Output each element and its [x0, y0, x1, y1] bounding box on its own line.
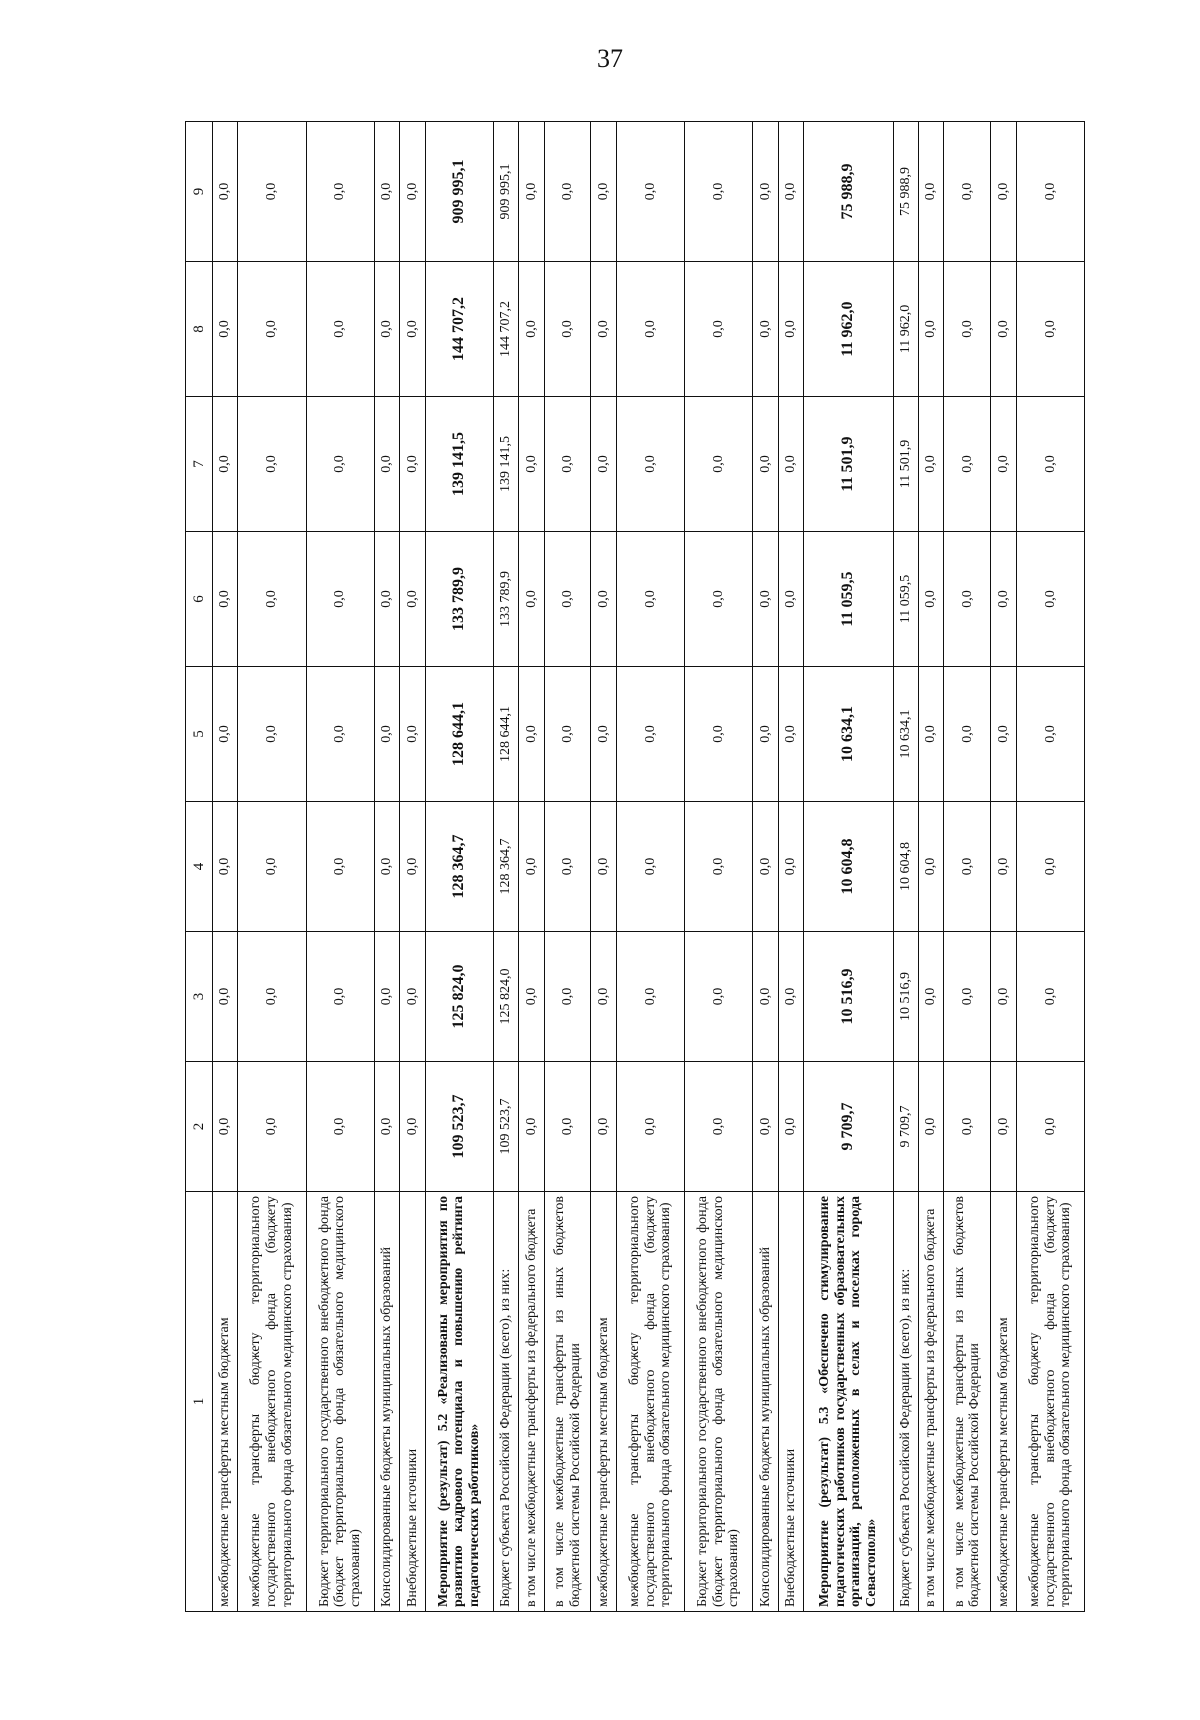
row-label: межбюджетные трансферты бюджету территориального государственного внебюджетного фонда (бюджету территориального фонда обязательного медицинского страхования)	[238, 1192, 306, 1612]
column-number-3: 3	[186, 932, 213, 1062]
row-label: межбюджетные трансферты местным бюджетам	[212, 1192, 237, 1612]
value-cell: 0,0	[519, 262, 544, 397]
value-cell: 133 789,9	[493, 532, 518, 667]
table-body	[186, 122, 1085, 1612]
value-cell: 0,0	[1016, 932, 1084, 1062]
value-cell: 0,0	[238, 122, 306, 262]
value-cell: 909 995,1	[425, 122, 493, 262]
value-cell: 0,0	[400, 122, 425, 262]
value-cell: 0,0	[753, 802, 778, 932]
value-cell: 0,0	[591, 667, 616, 802]
value-cell: 0,0	[306, 932, 374, 1062]
page-number: 37	[597, 44, 623, 73]
value-cell: 0,0	[519, 397, 544, 532]
column-number-2: 2	[186, 1062, 213, 1192]
value-cell: 0,0	[519, 122, 544, 262]
value-cell: 0,0	[778, 932, 803, 1062]
value-cell: 0,0	[944, 532, 991, 667]
value-cell: 0,0	[212, 1062, 237, 1192]
value-cell: 0,0	[1016, 397, 1084, 532]
column-number-5: 5	[186, 667, 213, 802]
value-cell: 0,0	[544, 932, 591, 1062]
value-cell: 0,0	[400, 1062, 425, 1192]
table-row	[374, 122, 399, 1612]
table-row	[425, 122, 493, 1612]
budget-table	[185, 121, 1085, 1612]
row-label: Бюджет субъекта Российской Федерации (всего), из них:	[493, 1192, 518, 1612]
value-cell: 0,0	[400, 932, 425, 1062]
value-cell: 11 501,9	[893, 397, 918, 532]
value-cell: 0,0	[991, 802, 1016, 932]
table-row	[400, 122, 425, 1612]
value-cell: 0,0	[591, 532, 616, 667]
value-cell: 0,0	[778, 397, 803, 532]
row-label: Бюджет субъекта Российской Федерации (всего), из них:	[893, 1192, 918, 1612]
value-cell: 0,0	[374, 532, 399, 667]
value-cell: 10 634,1	[893, 667, 918, 802]
value-cell: 0,0	[919, 667, 944, 802]
value-cell: 0,0	[374, 802, 399, 932]
table-row	[493, 122, 518, 1612]
value-cell: 0,0	[238, 932, 306, 1062]
value-cell: 10 604,8	[893, 802, 918, 932]
value-cell: 0,0	[778, 802, 803, 932]
value-cell: 144 707,2	[425, 262, 493, 397]
table-row	[893, 122, 918, 1612]
value-cell: 0,0	[753, 532, 778, 667]
table-row	[804, 122, 894, 1612]
value-cell: 109 523,7	[493, 1062, 518, 1192]
value-cell: 0,0	[919, 262, 944, 397]
value-cell: 0,0	[944, 1062, 991, 1192]
table-row	[685, 122, 753, 1612]
value-cell: 0,0	[919, 1062, 944, 1192]
value-cell: 0,0	[519, 667, 544, 802]
value-cell: 0,0	[306, 802, 374, 932]
value-cell: 0,0	[919, 802, 944, 932]
value-cell: 0,0	[400, 532, 425, 667]
value-cell: 75 988,9	[804, 122, 894, 262]
value-cell: 0,0	[944, 667, 991, 802]
value-cell: 0,0	[374, 932, 399, 1062]
value-cell: 0,0	[544, 532, 591, 667]
value-cell: 909 995,1	[493, 122, 518, 262]
value-cell: 10 516,9	[893, 932, 918, 1062]
value-cell: 0,0	[212, 802, 237, 932]
value-cell: 0,0	[306, 122, 374, 262]
value-cell: 0,0	[238, 667, 306, 802]
value-cell: 0,0	[1016, 1062, 1084, 1192]
value-cell: 0,0	[544, 122, 591, 262]
value-cell: 0,0	[944, 397, 991, 532]
table-row	[591, 122, 616, 1612]
column-number-1: 1	[186, 1192, 213, 1612]
value-cell: 0,0	[212, 122, 237, 262]
value-cell: 11 059,5	[893, 532, 918, 667]
value-cell: 128 644,1	[425, 667, 493, 802]
value-cell: 0,0	[685, 802, 753, 932]
value-cell: 125 824,0	[425, 932, 493, 1062]
value-cell: 0,0	[544, 397, 591, 532]
table-row	[212, 122, 237, 1612]
row-label: Мероприятие (результат) 5.3 «Обеспечено стимулирование педагогических работников государственных образовательных организаций, расположенных в селах и поселках города Севастополя»	[804, 1192, 894, 1612]
value-cell: 0,0	[374, 667, 399, 802]
value-cell: 0,0	[616, 122, 684, 262]
row-label: межбюджетные трансферты бюджету территориального государственного внебюджетного фонда (бюджету территориального фонда обязательного медицинского страхования)	[616, 1192, 684, 1612]
value-cell: 0,0	[1016, 802, 1084, 932]
value-cell: 0,0	[591, 932, 616, 1062]
value-cell: 0,0	[685, 532, 753, 667]
table-row	[753, 122, 778, 1612]
value-cell: 0,0	[919, 932, 944, 1062]
value-cell: 0,0	[778, 532, 803, 667]
value-cell: 0,0	[685, 397, 753, 532]
value-cell: 0,0	[944, 932, 991, 1062]
value-cell: 0,0	[991, 397, 1016, 532]
value-cell: 128 644,1	[493, 667, 518, 802]
value-cell: 0,0	[400, 262, 425, 397]
table-row	[1016, 122, 1084, 1612]
value-cell: 0,0	[685, 1062, 753, 1192]
value-cell: 0,0	[238, 397, 306, 532]
value-cell: 0,0	[1016, 532, 1084, 667]
value-cell: 0,0	[591, 802, 616, 932]
value-cell: 0,0	[991, 932, 1016, 1062]
value-cell: 0,0	[1016, 667, 1084, 802]
row-label: межбюджетные трансферты местным бюджетам	[591, 1192, 616, 1612]
value-cell: 0,0	[591, 1062, 616, 1192]
row-label: межбюджетные трансферты местным бюджетам	[991, 1192, 1016, 1612]
value-cell: 0,0	[616, 932, 684, 1062]
value-cell: 0,0	[544, 667, 591, 802]
value-cell: 0,0	[306, 397, 374, 532]
row-label: Бюджет территориального государственного внебюджетного фонда (бюджет территориального фонда обязательного медицинского страхования)	[685, 1192, 753, 1612]
row-label: Внебюджетные источники	[778, 1192, 803, 1612]
value-cell: 11 962,0	[804, 262, 894, 397]
rotated-table-wrapper	[185, 122, 1085, 1612]
value-cell: 0,0	[400, 667, 425, 802]
value-cell: 10 604,8	[804, 802, 894, 932]
value-cell: 0,0	[991, 667, 1016, 802]
value-cell: 11 059,5	[804, 532, 894, 667]
value-cell: 9 709,7	[893, 1062, 918, 1192]
value-cell: 0,0	[374, 262, 399, 397]
value-cell: 0,0	[212, 932, 237, 1062]
value-cell: 0,0	[519, 932, 544, 1062]
value-cell: 0,0	[616, 532, 684, 667]
row-label: в том числе межбюджетные трансферты из федерального бюджета	[919, 1192, 944, 1612]
value-cell: 0,0	[616, 802, 684, 932]
header-row	[186, 122, 213, 1612]
value-cell: 11 501,9	[804, 397, 894, 532]
value-cell: 0,0	[544, 802, 591, 932]
value-cell: 125 824,0	[493, 932, 518, 1062]
value-cell: 0,0	[212, 532, 237, 667]
value-cell: 0,0	[991, 532, 1016, 667]
column-number-4: 4	[186, 802, 213, 932]
value-cell: 133 789,9	[425, 532, 493, 667]
row-label: в том числе межбюджетные трансферты из иных бюджетов бюджетной системы Российской Федерации	[944, 1192, 991, 1612]
value-cell: 109 523,7	[425, 1062, 493, 1192]
table-row	[519, 122, 544, 1612]
value-cell: 0,0	[591, 122, 616, 262]
value-cell: 0,0	[753, 122, 778, 262]
value-cell: 0,0	[519, 1062, 544, 1192]
column-number-8: 8	[186, 262, 213, 397]
value-cell: 0,0	[944, 122, 991, 262]
value-cell: 0,0	[753, 667, 778, 802]
table-row	[306, 122, 374, 1612]
value-cell: 0,0	[374, 397, 399, 532]
value-cell: 0,0	[591, 262, 616, 397]
row-label: Консолидированные бюджеты муниципальных образований	[374, 1192, 399, 1612]
table-row	[238, 122, 306, 1612]
value-cell: 0,0	[238, 1062, 306, 1192]
value-cell: 0,0	[753, 397, 778, 532]
value-cell: 128 364,7	[425, 802, 493, 932]
value-cell: 128 364,7	[493, 802, 518, 932]
row-label: межбюджетные трансферты бюджету территориального государственного внебюджетного фонда (бюджету территориального фонда обязательного медицинского страхования)	[1016, 1192, 1084, 1612]
table-row	[944, 122, 991, 1612]
row-label: в том числе межбюджетные трансферты из федерального бюджета	[519, 1192, 544, 1612]
value-cell: 0,0	[400, 802, 425, 932]
row-label: Мероприятие (результат) 5.2 «Реализованы мероприятия по развитию кадрового потенциала и повышению рейтинга педагогических работников»	[425, 1192, 493, 1612]
table-row	[616, 122, 684, 1612]
value-cell: 0,0	[944, 802, 991, 932]
value-cell: 0,0	[306, 1062, 374, 1192]
value-cell: 0,0	[753, 932, 778, 1062]
value-cell: 0,0	[919, 532, 944, 667]
value-cell: 0,0	[616, 262, 684, 397]
row-label: Консолидированные бюджеты муниципальных образований	[753, 1192, 778, 1612]
value-cell: 0,0	[616, 1062, 684, 1192]
value-cell: 0,0	[778, 1062, 803, 1192]
value-cell: 139 141,5	[425, 397, 493, 532]
value-cell: 0,0	[778, 667, 803, 802]
value-cell: 0,0	[991, 122, 1016, 262]
value-cell: 10 634,1	[804, 667, 894, 802]
value-cell: 0,0	[519, 802, 544, 932]
value-cell: 0,0	[306, 667, 374, 802]
value-cell: 0,0	[400, 397, 425, 532]
value-cell: 0,0	[1016, 262, 1084, 397]
value-cell: 0,0	[685, 932, 753, 1062]
column-number-9: 9	[186, 122, 213, 262]
value-cell: 9 709,7	[804, 1062, 894, 1192]
value-cell: 0,0	[944, 262, 991, 397]
value-cell: 0,0	[591, 397, 616, 532]
table-row	[544, 122, 591, 1612]
value-cell: 0,0	[778, 262, 803, 397]
value-cell: 0,0	[238, 262, 306, 397]
table-row	[778, 122, 803, 1612]
value-cell: 144 707,2	[493, 262, 518, 397]
value-cell: 0,0	[753, 262, 778, 397]
value-cell: 0,0	[519, 532, 544, 667]
value-cell: 0,0	[212, 397, 237, 532]
column-number-6: 6	[186, 532, 213, 667]
value-cell: 0,0	[753, 1062, 778, 1192]
value-cell: 0,0	[374, 1062, 399, 1192]
value-cell: 0,0	[991, 262, 1016, 397]
value-cell: 75 988,9	[893, 122, 918, 262]
value-cell: 0,0	[919, 397, 944, 532]
value-cell: 0,0	[1016, 122, 1084, 262]
column-number-7: 7	[186, 397, 213, 532]
value-cell: 0,0	[306, 262, 374, 397]
value-cell: 0,0	[685, 262, 753, 397]
value-cell: 0,0	[544, 1062, 591, 1192]
value-cell: 0,0	[616, 397, 684, 532]
value-cell: 0,0	[238, 532, 306, 667]
table-row	[991, 122, 1016, 1612]
row-label: в том числе межбюджетные трансферты из иных бюджетов бюджетной системы Российской Федерации	[544, 1192, 591, 1612]
value-cell: 0,0	[544, 262, 591, 397]
table-row	[919, 122, 944, 1612]
value-cell: 11 962,0	[893, 262, 918, 397]
value-cell: 10 516,9	[804, 932, 894, 1062]
value-cell: 0,0	[616, 667, 684, 802]
value-cell: 0,0	[212, 262, 237, 397]
value-cell: 0,0	[919, 122, 944, 262]
value-cell: 0,0	[685, 122, 753, 262]
row-label: Бюджет территориального государственного внебюджетного фонда (бюджет территориального фонда обязательного медицинского страхования)	[306, 1192, 374, 1612]
value-cell: 139 141,5	[493, 397, 518, 532]
value-cell: 0,0	[991, 1062, 1016, 1192]
value-cell: 0,0	[238, 802, 306, 932]
row-label: Внебюджетные источники	[400, 1192, 425, 1612]
value-cell: 0,0	[306, 532, 374, 667]
value-cell: 0,0	[685, 667, 753, 802]
value-cell: 0,0	[212, 667, 237, 802]
value-cell: 0,0	[778, 122, 803, 262]
value-cell: 0,0	[374, 122, 399, 262]
